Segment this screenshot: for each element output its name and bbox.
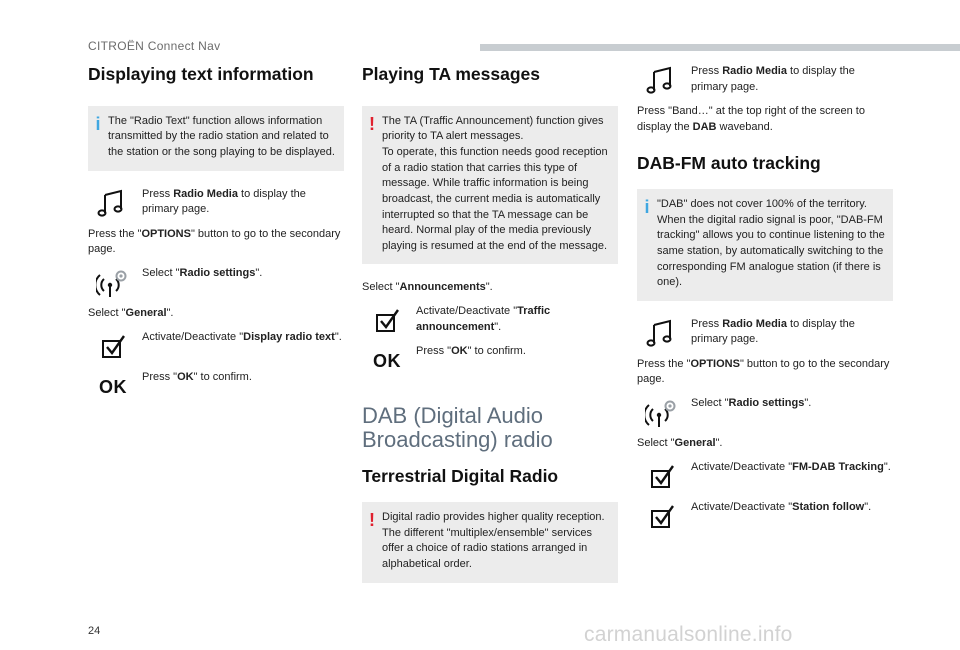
step-radio-settings: Select "Radio settings". [637,396,893,430]
options-instruction: Press the "OPTIONS" button to go to the secondary page. [88,227,341,256]
step-radio-media: Press Radio Media to display the primary page. [88,187,344,221]
band-instruction: Press "Band…" at the top right of the screen to display the DAB waveband. [637,105,865,133]
step-fm-dab-tracking: Activate/Deactivate "FM-DAB Tracking". [637,460,893,494]
music-note-icon [645,66,679,96]
step-traffic-announcement: Activate/Deactivate "Traffic announcement". [362,304,618,338]
column-2 [362,64,618,599]
step-station-follow: Activate/Deactivate "Station follow". [637,500,893,534]
header-title: CITROËN Connect Nav [88,39,221,53]
warning-box [362,106,618,264]
step-ok-confirm: OK Press "OK" to confirm. [362,344,618,378]
column-3 [637,64,893,540]
info-text: The "Radio Text" function allows information transmitted by the radio station and related to the station or the song playing to be displayed. [108,114,335,159]
step-radio-settings: Select "Radio settings". [88,266,344,300]
checkbox-icon [96,332,130,362]
heading-terrestrial-digital-radio: Terrestrial Digital Radio [362,466,559,487]
step-display-radio-text: Activate/Deactivate "Display radio text". [88,330,344,364]
info-box [88,106,344,171]
general-instruction: Select "General". [637,436,723,449]
step-radio-media: Press Radio Media to display the primary page. [637,317,893,351]
section-title-dab: DAB (Digital Audio Broadcasting) radio [362,402,553,453]
heading-ta-messages: Playing TA messages [362,64,540,84]
options-instruction: Press the "OPTIONS" button to go to the secondary page. [637,357,890,386]
announcements-instruction: Select "Announcements". [362,281,493,294]
watermark: carmanualsonline.info [584,623,793,646]
ok-icon: OK [99,376,127,397]
column-1 [88,64,344,410]
checkbox-icon [645,462,679,492]
warning-icon: ! [369,113,375,134]
warning-text: The TA (Traffic Announcement) function gives priority to TA alert messages. To operate, this function needs good reception of a radio station that carries this type of message. While traffic information is being broadcast, the current media is automatically interrupted so that the TA message can be heard. Normal play of the media previously playing is resumed at the end of the message. [382,114,608,252]
heading-displaying-text: Displaying text information [88,64,314,84]
page-number: 24 [88,625,101,637]
step-ok-confirm: OK Press "OK" to confirm. [88,370,344,404]
info-icon: i [644,197,650,218]
info-text: "DAB" does not cover 100% of the territory. When the digital radio signal is poor, "DAB-FM tracking" allows you to continue listening to the same station, by automatically switching to the corresponding FM analogue station (if there is one). [657,198,885,289]
radio-settings-icon [96,268,130,298]
warning-icon: ! [369,510,375,531]
info-box [637,189,893,301]
checkbox-icon [645,502,679,532]
step-radio-media: Press Radio Media to display the primary page. [637,64,893,98]
warning-text: Digital radio provides higher quality reception. The different "multiplex/ensemble" services offer a choice of radio stations arranged in alphabetical order. [382,511,605,571]
info-icon: i [95,113,101,134]
ok-icon: OK [373,350,401,371]
radio-settings-icon [645,398,679,428]
header-bar [480,44,960,51]
heading-dab-fm-tracking: DAB-FM auto tracking [637,153,821,174]
checkbox-icon [370,306,404,336]
warning-box [362,502,618,582]
music-note-icon [645,319,679,349]
music-note-icon [96,189,130,219]
general-instruction: Select "General". [88,306,174,319]
